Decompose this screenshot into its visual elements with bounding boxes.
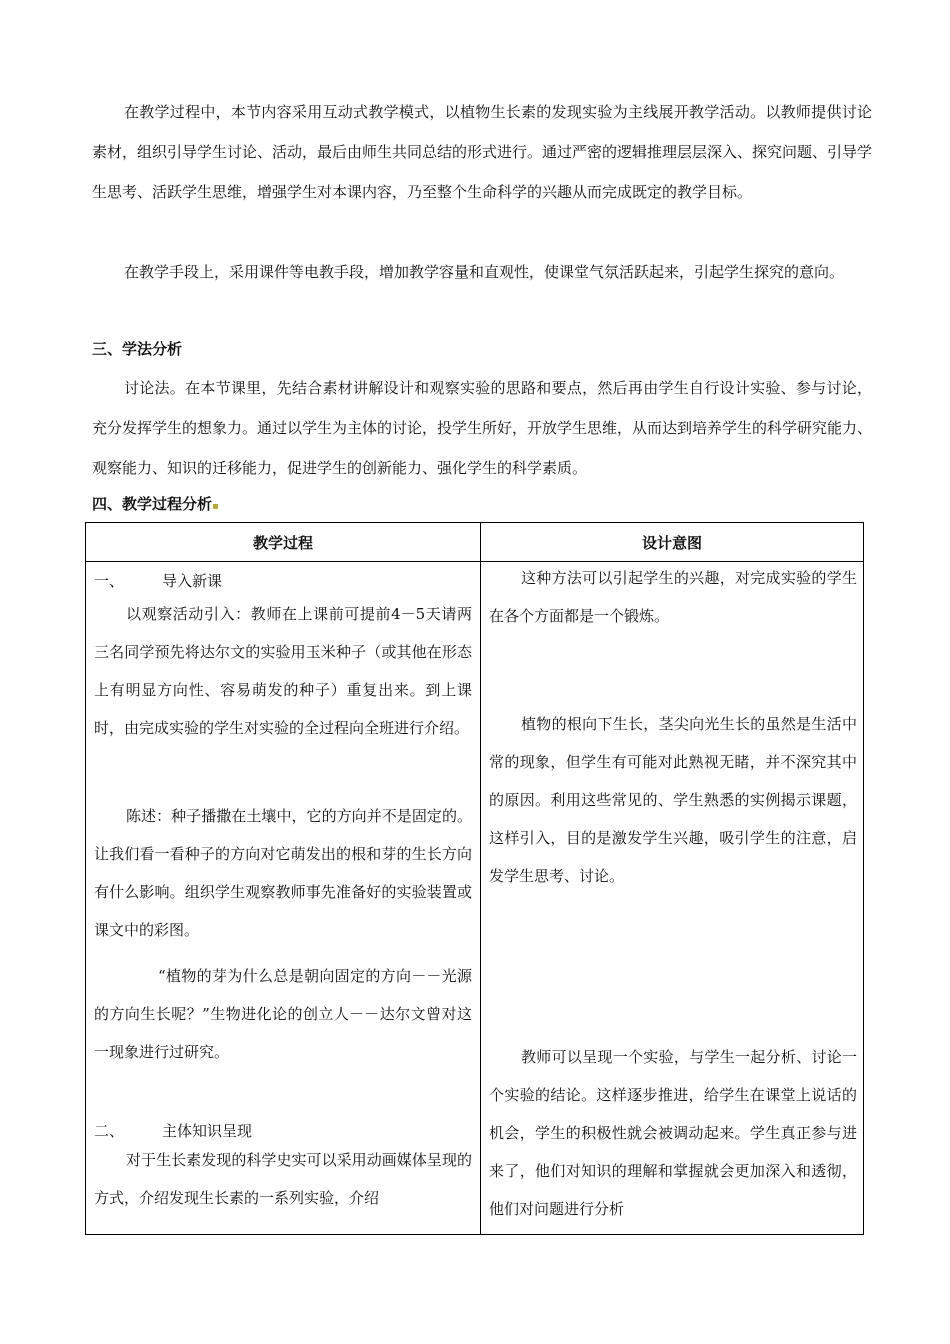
intro-paragraph-1: 在教学过程中，本节内容采用互动式教学模式，以植物生长素的发现实验为主线展开教学活动。以教师提供讨论素材，组织引导学生讨论、活动，最后由师生共同总结的形式进行。通过严密的逻辑推理层层深入、探究问题、引导学生思考、活跃学生思维，增强学生对本课内容，乃至整个生命科学的兴趣从而完成既定的教学目标。	[92, 103, 873, 201]
left-p2: 陈述：种子播撒在土壤中，它的方向并不是固定的。让我们看一看种子的方向对它萌发出的根和芽的生长方向有什么影响。组织学生观察教师事先准备好的实验装置或课文中的彩图。	[94, 807, 472, 939]
table-column-divider	[480, 523, 481, 1234]
edit-mark-icon: ▪	[212, 501, 219, 512]
left-part1-heading	[94, 569, 222, 593]
left-p3: “植物的芽为什么总是朝向固定的方向－－光源的方向生长呢？”生物进化论的创立人－－达尔文曾对这一现象进行过研究。	[94, 967, 472, 1061]
section-heading-4-text: 四、教学过程分析	[92, 495, 213, 513]
section-heading-4	[92, 492, 219, 519]
section-heading-3: 三、学法分析	[92, 340, 183, 358]
part1-number: 一、	[94, 572, 125, 590]
table-header-intent: 设计意图	[641, 534, 702, 552]
part2-number: 二、	[94, 1122, 125, 1140]
right-r1: 这种方法可以引起学生的兴趣，对完成实验的学生在各个方面都是一个锻炼。	[489, 569, 857, 625]
right-r3: 教师可以呈现一个实验，与学生一起分析、讨论一个实验的结论。这样逐步推进，给学生在课堂上说话的机会，学生的积极性就会被调动起来。学生真正参与进来了，他们对知识的理解和掌握就会更加深入和透彻，他们对问题进行分析	[489, 1048, 857, 1218]
left-part2-heading	[94, 1119, 252, 1143]
left-p4: 对于生长素发现的科学史实可以采用动画媒体呈现的方式，介绍发现生长素的一系列实验，介绍	[94, 1151, 472, 1207]
intro-paragraph-2: 在教学手段上，采用课件等电教手段，增加教学容量和直观性，使课堂气氛活跃起来，引起学生探究的意向。	[124, 263, 845, 281]
teaching-process-table	[85, 522, 864, 1235]
left-p1: 以观察活动引入：教师在上课前可提前4－5天请两三名同学预先将达尔文的实验用玉米种子（或其他在形态上有明显方向性、容易萌发的种子）重复出来。到上课时，由完成实验的学生对实验的全过程向全班进行介绍。	[94, 605, 472, 737]
part1-title: 导入新课	[162, 572, 223, 590]
section3-paragraph: 讨论法。在本节课里，先结合素材讲解设计和观察实验的思路和要点，然后再由学生自行设计实验、参与讨论，充分发挥学生的想象力。通过以学生为主体的讨论，投学生所好，开放学生思维，从而达到培养学生的科学研究能力、观察能力、知识的迁移能力，促进学生的创新能力、强化学生的科学素质。	[92, 379, 873, 477]
table-header-process: 教学过程	[252, 534, 313, 552]
part2-title: 主体知识呈现	[162, 1122, 253, 1140]
right-r2: 植物的根向下生长，茎尖向光生长的虽然是生活中常的现象，但学生有可能对此熟视无睹，并不深究其中的原因。利用这些常见的、学生熟悉的实例揭示课题，这样引入，目的是激发学生兴趣，吸引学生的注意，启发学生思考、讨论。	[489, 715, 857, 885]
